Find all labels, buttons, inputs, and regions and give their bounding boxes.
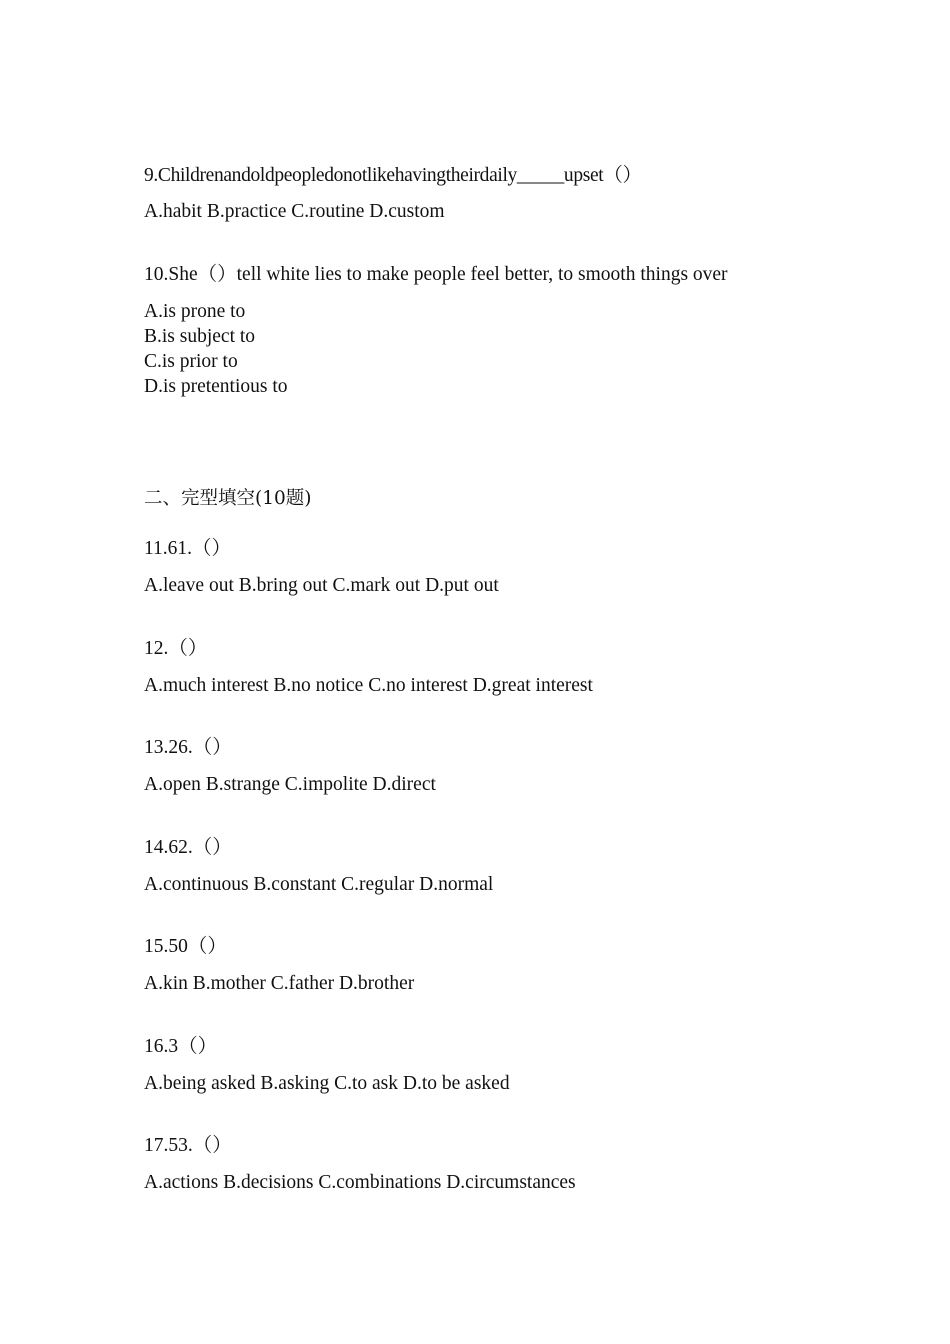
question-10-stem: 10.She（）tell white lies to make people feel better, to smooth things over <box>144 264 728 285</box>
question-10-option-c: C.is prior to <box>144 351 238 372</box>
question-9-options: A.habit B.practice C.routine D.custom <box>144 201 445 222</box>
question-16-options: A.being asked B.asking C.to ask D.to be asked <box>144 1073 510 1094</box>
question-10-option-b: B.is subject to <box>144 326 256 347</box>
question-13-options: A.open B.strange C.impolite D.direct <box>144 774 436 795</box>
question-14-stem: 14.62.（） <box>144 837 232 858</box>
question-10-option-d: D.is pretentious to <box>144 376 288 397</box>
question-17-stem: 17.53.（） <box>144 1135 232 1156</box>
question-15-stem: 15.50（） <box>144 936 227 957</box>
question-15-options: A.kin B.mother C.father D.brother <box>144 973 415 994</box>
question-9-stem: 9.Childrenandoldpeopledonotlikehavingtheirdaily_____upset（） <box>144 165 642 186</box>
section-heading: 二、完型填空(10题) <box>144 488 312 509</box>
question-13-stem: 13.26.（） <box>144 737 232 758</box>
question-11-options: A.leave out B.bring out C.mark out D.put out <box>144 575 499 596</box>
question-12-stem: 12.（） <box>144 638 208 659</box>
question-16-stem: 16.3（） <box>144 1036 218 1057</box>
question-10-option-a: A.is prone to <box>144 301 246 322</box>
question-17-options: A.actions B.decisions C.combinations D.circumstances <box>144 1172 576 1193</box>
question-14-options: A.continuous B.constant C.regular D.normal <box>144 874 494 895</box>
question-11-stem: 11.61.（） <box>144 538 232 559</box>
question-12-options: A.much interest B.no notice C.no interest D.great interest <box>144 675 593 696</box>
